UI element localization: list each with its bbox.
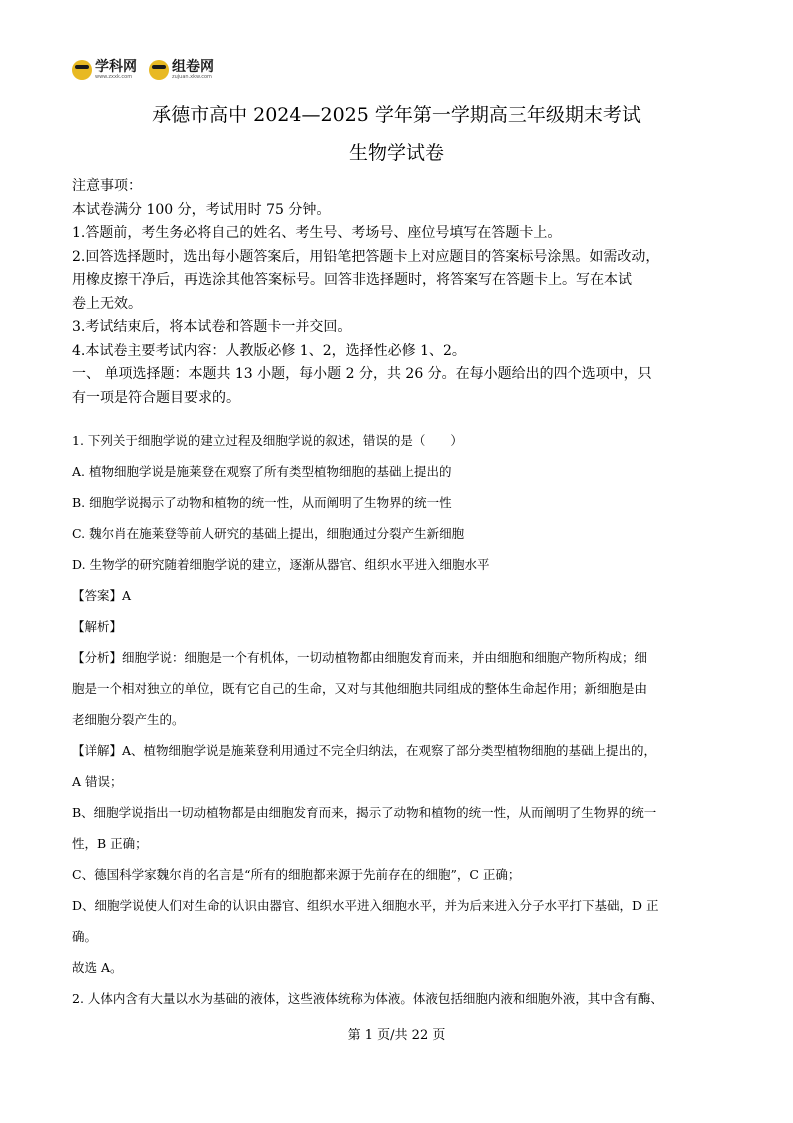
notice-item-4: 4.本试卷主要考试内容：人教版必修 1、2，选择性必修 1、2。 [72,342,466,359]
analysis-text: 老细胞分裂产生的。 [72,712,185,727]
notice-item-2-cont: 用橡皮擦干净后，再选涂其他答案标号。回答非选择题时，将答案写在答题卡上。写在本试 [72,272,632,288]
question-stem: 1. 下列关于细胞学说的建立过程及细胞学说的叙述，错误的是（ ） [72,433,463,448]
detail-text: C、德国科学家魏尔肖的名言是“所有的细胞都来源于先前存在的细胞”，C 正确； [72,867,521,882]
zujuanwang-logo [149,60,214,80]
detail-text: A 错误； [72,774,123,789]
notice-item-2: 2.回答选择题时，选出每小题答案后，用铅笔把答题卡上对应题目的答案标号涂黑。如需改动， [72,248,660,265]
notice-heading: 注意事项： [72,178,142,194]
option-c: C. 魏尔肖在施莱登等前人研究的基础上提出，细胞通过分裂产生新细胞 [72,526,465,541]
analysis-label: 【解析】 [72,619,123,634]
header-logos [72,60,214,80]
logo-sub-text: zujuan.xkw.com [172,74,212,80]
logo-main-text: 组卷网 [172,59,214,75]
detail-text: B、细胞学说指出一切动植物都是由细胞发育而来，揭示了动物和植物的统一性，从而阐明了生物界的统一 [72,805,657,820]
option-b: B. 细胞学说揭示了动物和植物的统一性，从而阐明了生物界的统一性 [72,495,452,510]
page-footer: 第 1 页/共 22 页 [347,1028,446,1043]
graduation-cap-icon [72,60,92,80]
notice-item-1: 1.答题前，考生务必将自己的姓名、考生号、考场号、座位号填写在答题卡上。 [72,225,562,241]
section-heading: 一、 单项选择题：本题共 13 小题，每小题 2 分，共 26 分。在每小题给出的四个选项中，只 [72,366,652,382]
logo-main-text: 学科网 [95,59,137,75]
notice-line: 本试卷满分 100 分，考试用时 75 分钟。 [72,201,331,218]
xuekewang-logo [72,60,137,80]
notice-item-3: 3.考试结束后，将本试卷和答题卡一并交回。 [72,319,352,335]
conclusion-text: 故选 A。 [72,960,123,975]
logo-sub-text: www.zxxk.com [95,74,133,80]
analysis-text: 胞是一个相对独立的单位，既有它自己的生命，又对与其他细胞共同组成的整体生命起作用；新细胞是由 [72,681,648,696]
exam-title: 承德市高中 2024—2025 学年第一学期高三年级期末考试 [152,104,641,126]
question-2-stem: 2. 人体内含有大量以水为基础的液体，这些液体统称为体液。体液包括细胞内液和细胞外液，其中含有酶、 [72,991,663,1006]
detail-text: D、细胞学说使人们对生命的认识由器官、组织水平进入细胞水平，并为后来进入分子水平打下基础，D 正 [72,898,659,913]
notice-item-2-end: 卷上无效。 [72,295,142,312]
graduation-cap-icon [149,60,169,80]
notice-section [72,175,727,410]
option-a: A. 植物细胞学说是施莱登在观察了所有类型植物细胞的基础上提出的 [72,464,452,479]
detail-text: 确。 [72,929,98,944]
exam-subtitle: 生物学试卷 [348,142,444,164]
analysis-text: 【分析】细胞学说：细胞是一个有机体，一切动植物都由细胞发育而来，并由细胞和细胞产物所构成；细 [72,650,648,665]
question-1 [72,425,727,1014]
detail-text: 【详解】A、植物细胞学说是施莱登利用通过不完全归纳法，在观察了部分类型植物细胞的基础上提出的， [72,743,657,758]
answer-line: 【答案】A [72,588,132,603]
option-d: D. 生物学的研究随着细胞学说的建立，逐渐从器官、组织水平进入细胞水平 [72,557,490,572]
detail-text: 性，B 正确； [72,836,148,851]
section-heading-cont: 有一项是符合题目要求的。 [72,389,240,406]
